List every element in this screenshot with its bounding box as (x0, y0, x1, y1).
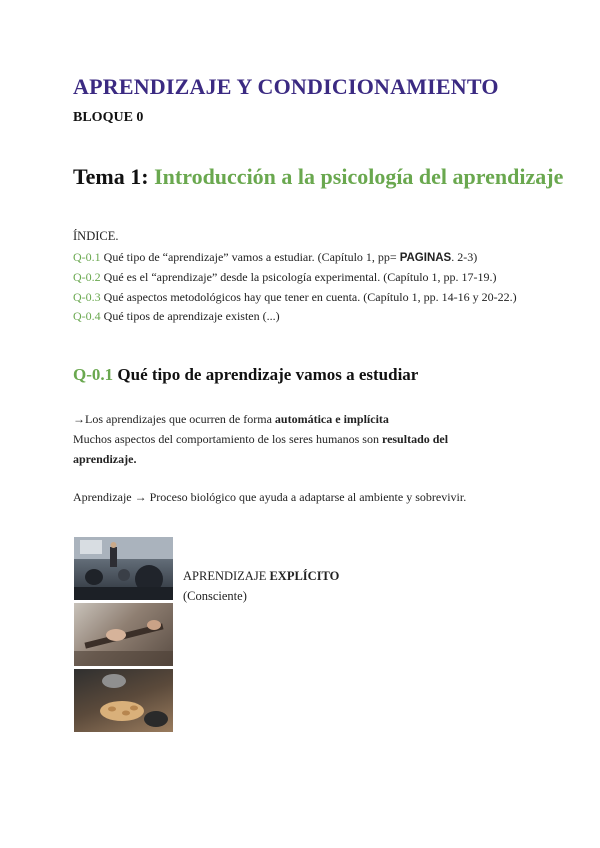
figure-label-text: APRENDIZAJE (183, 569, 270, 583)
cooking-photo (74, 669, 173, 732)
topic-name: Introducción a la psicología del aprendizaje (154, 164, 564, 189)
figure-caption: (Consciente) (183, 589, 247, 603)
classroom-photo (74, 537, 173, 600)
section-title: Qué tipo de aprendizaje vamos a estudiar (113, 365, 419, 384)
body-line (73, 452, 136, 467)
body-text: Aprendizaje → Proceso biológico que ayuda a adaptarse al ambiente y sobrevivir. (73, 490, 467, 504)
body-text: Muchos aspectos del comportamiento de los seres humanos son (73, 432, 382, 446)
index-item-text: Qué tipos de aprendizaje existen (...) (100, 309, 280, 323)
index-item-code: Q-0.1 (73, 250, 101, 264)
index-item-code: Q-0.3 (73, 290, 101, 304)
topic-heading (73, 164, 563, 190)
body-text: →Los aprendizajes que ocurren de forma (73, 412, 275, 426)
index-item (73, 250, 477, 265)
index-item-text: Qué es el “aprendizaje” desde la psicología experimental. (Capítulo 1, pp. 17-19.) (100, 270, 497, 284)
index-item-code: Q-0.4 (73, 309, 101, 323)
body-line (73, 432, 448, 447)
topic-prefix: Tema 1: (73, 164, 149, 189)
block-label: BLOQUE 0 (73, 110, 144, 125)
index-item-bold: PAGINAS (399, 252, 452, 264)
figure-label-bold: EXPLÍCITO (269, 569, 340, 583)
section-code: Q-0.1 (73, 365, 114, 384)
section-heading (73, 365, 418, 385)
index-label: ÍNDICE. (73, 229, 119, 243)
index-item-text: Qué tipo de “aprendizaje” vamos a estudiar. (Capítulo 1, pp= (100, 250, 400, 264)
body-bold: automática e implícita (274, 412, 389, 426)
document-title: APRENDIZAJE Y CONDICIONAMIENTO (73, 74, 499, 99)
guitar-photo (74, 603, 173, 666)
body-bold: resultado del (381, 432, 449, 446)
index-item (73, 290, 517, 305)
index-item-text-after: . 2-3) (451, 250, 478, 264)
index-item (73, 270, 497, 285)
body-line (73, 490, 466, 505)
body-line (73, 412, 389, 427)
index-item-code: Q-0.2 (73, 270, 101, 284)
index-item-text: Qué aspectos metodológicos hay que tener en cuenta. (Capítulo 1, pp. 14-16 y 20-22.) (100, 290, 517, 304)
body-bold: aprendizaje. (73, 452, 137, 466)
figure-label (183, 569, 339, 584)
index-item (73, 309, 280, 324)
image-stack (74, 537, 173, 735)
